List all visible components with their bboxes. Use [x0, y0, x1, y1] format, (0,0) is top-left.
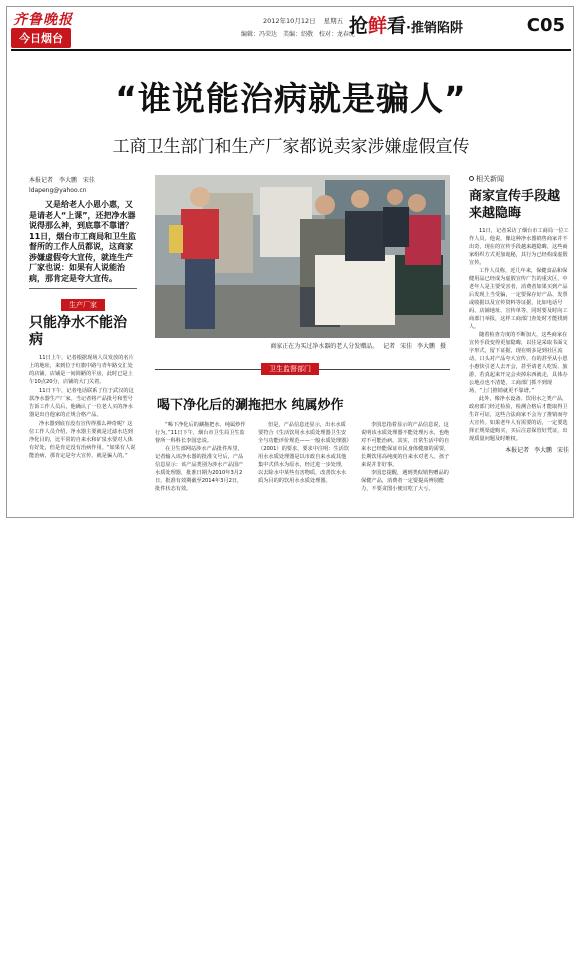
proofreader-credit: 校对：龙春虎 — [318, 31, 355, 38]
masthead — [11, 9, 571, 49]
body-paragraph: 工作人员称，近几年来，保健食品和保健用品已经成为虚假宣传广告的重灾区，中老年人是主要受害者，消费者如果买到产品后发现上当受骗，一定要保存好产品、发票或收据以及宣传资料等证据，比如电话号码、店铺地址、宣传单等，同时要及时向工商部门举报，这样工商部门查处时才能找到人。 — [469, 268, 568, 330]
tag-wrapper — [29, 292, 137, 311]
byline-label: 本报记者 — [29, 177, 54, 184]
dateline — [263, 16, 349, 25]
sub-title: 喝下净化后的涮拖把水 纯属炒作 — [157, 398, 344, 413]
body-paragraph: 11日下午，记者电话联系了位于武汉的这款净水器生产厂家。当记者将产品批号和型号告诉工作人员后，他确认了一位老人买的净水器是出自他家的正规合格产品。 — [29, 388, 134, 418]
main-headline: “谁说能治病就是骗人” — [115, 79, 467, 118]
designer-credit: 美编：绍敬 — [282, 31, 313, 38]
caption-text: 商家正在为买过净水器的老人分发赠品。 — [270, 343, 379, 350]
reporter-email: ldapeng@yahoo.cn — [29, 187, 87, 194]
photo-illustration — [155, 175, 450, 338]
text-column — [155, 421, 247, 493]
editor-credits — [241, 29, 359, 38]
body-paragraph: 李国忠提醒，遇到类似销售赠品的保健产品，消费者一定要提高辨别能力，不要贪图小便宜吃了大亏。 — [361, 470, 449, 492]
section-logo-char-1: 抢 — [349, 15, 369, 37]
issue-date: 2012年10月12日 — [263, 17, 316, 25]
section-logo — [349, 11, 463, 38]
page-number: C05 — [526, 15, 565, 36]
newspaper-logo: 齐鲁晚报 — [13, 12, 73, 28]
middle-columns — [155, 421, 455, 521]
photographer-name: 宋佳 — [400, 343, 413, 350]
reporter-name: 李大鹏 — [58, 177, 77, 184]
body-paragraph: 但是，产品信息还显示，出水水质要符合《生活饮用水水质处理器卫生安全与功能评价规范——一般水质处理器》（2001）的要求，要求中注明：生活饮用水水质处理器是以市政自来水或其他集中式供水为原水，经过进一步处理，以去除水中某些有害物质，改善饮水水质为目的的饮用水水质处理器。 — [258, 422, 350, 484]
section-name: ·推销陷阱 — [406, 21, 463, 36]
edition-badge: 今日烟台 — [11, 28, 71, 48]
related-news-label — [469, 174, 569, 184]
body-paragraph: “喝下净化后的涮拖把水，纯属炒作行为。”11日下午，烟台市卫生局卫生监督所一科科长李国忠说。 — [155, 422, 246, 444]
issue-weekday: 星期五 — [323, 17, 344, 25]
section-tag: 卫生监督部门 — [261, 363, 319, 375]
sub-title: 只能净水不能治病 — [29, 315, 127, 348]
department-bar — [155, 363, 450, 375]
sub-headline: 工商卫生部门和生产厂家都说卖家涉嫌虚假宣传 — [112, 137, 470, 157]
newspaper-page — [6, 6, 574, 518]
lead-paragraph: 又是给老人小恩小惠，又是请老人“上课”，还把净水器说得那么神，到底靠不靠谱？11日，烟台市工商局和卫生监督所的工作人员都说，这商家涉嫌虚假夸大宣传，就连生产厂家也说：如果有人说能治病，那肯定是夸大宣传。 — [29, 200, 137, 283]
divider — [29, 288, 137, 289]
photo-caption — [155, 341, 450, 350]
body-paragraph: 在卫生部网站涉水产品批件库里，记者输入该净水器的批准文号后，产品信息显示：该产品类别为涉水产品国产水质处理器，批准日期为2010年3月2日，批准有效期截至2014年3月2日，批件状态有效。 — [155, 446, 244, 492]
text-column — [258, 421, 350, 485]
masthead-rule — [11, 49, 571, 51]
photographer-name: 李大鹏 — [417, 343, 436, 350]
text-column — [361, 421, 453, 493]
byline-label: 本报记者 — [505, 447, 530, 454]
reporter-name: 李大鹏 — [534, 447, 553, 454]
body-paragraph: 随着检查力度的不断加大，这些商家在宣传手段变得更加隐晦，以往是采取书面文字形式，留下证据，现在则多是到社区流动，口头对产品夸大宣传，有的甚至从小恩小惠快引老人去开会，甚至请老人吃饭、旅游，若真起来开完会卖掉东西就走，具体办公地点也不清楚，工商部门抓不到现场，“上门推销就更不靠谱。” — [469, 332, 568, 394]
section-logo-char-3: 看 — [387, 15, 407, 37]
left-column — [29, 175, 137, 461]
byline — [469, 445, 569, 454]
body-paragraph: 11日上午，记者根据现场人员发放的名片上的地址，来到位于红旗中路与青年路交汇处的店铺。店铺是一间简陋的平房，此时已是上午10点20分，店铺的大门关着。 — [29, 355, 134, 385]
editor-credit: 编辑：冯荣达 — [241, 31, 278, 38]
section-logo-char-2: 鲜 — [368, 15, 388, 37]
reporter-name: 宋佳 — [82, 177, 95, 184]
bullet-icon — [469, 176, 474, 181]
body-paragraph: 李国忠指着显示的产品信息说，这说明该水质处理器不能处理污水，也绝对不可能治病。其实，日常生活中的自来水已经能保证市民身体健康的需要，长期饮用高纯度的自来水对老人、孩子来说并非好事。 — [361, 422, 450, 468]
credit-label: 记者 — [383, 343, 396, 350]
body-paragraph: 净水器到底有没有宣传得那么神奇呢？这位工作人员介绍，净水器主要就是过滤水达到净化目的，比平常的自来水和矿泉水要对人体有好处，但是肯定没有治病作用。“如果有人说能治病，那肯定是夸大宣传，就是骗人的。” — [29, 421, 136, 459]
related-news-text: 相关新闻 — [476, 175, 504, 183]
news-photo — [155, 175, 450, 338]
right-column — [469, 174, 569, 454]
byline — [29, 175, 137, 184]
credit-suffix: 摄 — [439, 343, 446, 350]
sub-title: 商家宣传手段越来越隐晦 — [469, 189, 561, 221]
section-tag: 生产厂家 — [61, 299, 105, 311]
reporter-name: 宋佳 — [556, 447, 569, 454]
body-paragraph: 11日，记者采访了烟台市工商局一位工作人员，他说，像这种净水器销售商家并不出奇，现在的宣传手段越来越隐晦，这些商家组织方式更加诡秘，其行为已经构成虚假宣传。 — [469, 228, 569, 266]
body-paragraph: 此外，像净水设备、饮用水之类产品，政府部门经过检验，检测合格后才能取得卫生许可证，这些合法商家不会为了推销而夸大宣传。如果老年人有需要的话，一定要选择正规渠道购买，买后注意保管好凭证，出现质量问题及时维权。 — [469, 396, 568, 442]
